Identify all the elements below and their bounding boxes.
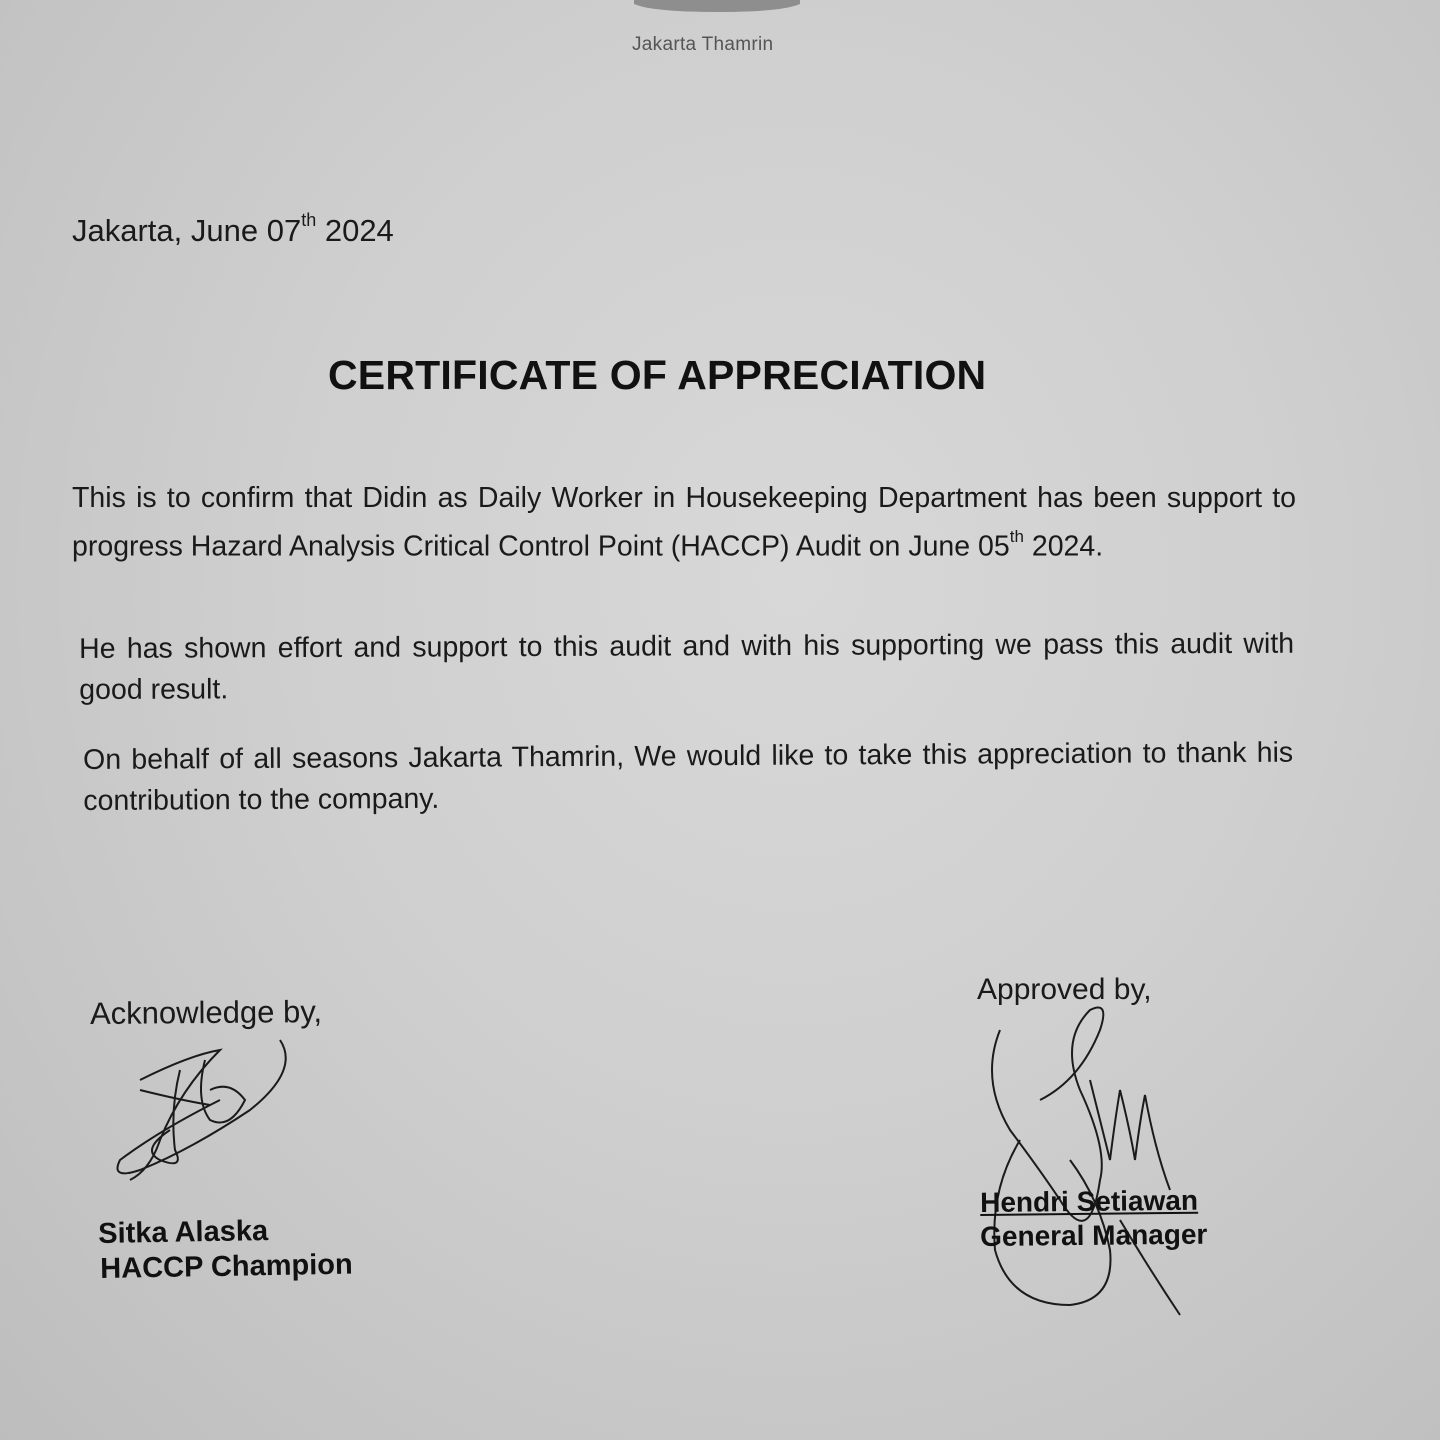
approved-label: Approved by, (977, 973, 1152, 1006)
paragraph-confirmation: This is to confirm that Didin as Daily Worker in Housekeeping Department has been support to progress Hazard Analysis Critical Control Point (HACCP) Audit on June 05th 2024. (72, 482, 1296, 563)
logo-text: Jakarta Thamrin (632, 34, 774, 55)
acknowledge-title: HACCP Champion (100, 1248, 353, 1285)
certificate-title: CERTIFICATE OF APPRECIATION (328, 352, 987, 398)
signature-right-icon (980, 1000, 1190, 1320)
approved-title: General Manager (980, 1218, 1208, 1252)
paragraph-thanks: On behalf of all seasons Jakarta Thamrin, We would like to take this appreciation to thank his contribution to the company. (83, 736, 1294, 817)
signature-left-icon (100, 1030, 300, 1200)
letter-date: Jakarta, June 07th 2024 (72, 209, 394, 248)
acknowledge-label: Acknowledge by, (89, 993, 323, 1032)
hotel-logo-icon (632, 0, 802, 22)
approved-name: Hendri Setiawan (980, 1184, 1199, 1218)
acknowledge-name: Sitka Alaska (98, 1215, 269, 1250)
paragraph-effort: He has shown effort and support to this audit and with his supporting we pass this audit with good result. (79, 627, 1295, 706)
